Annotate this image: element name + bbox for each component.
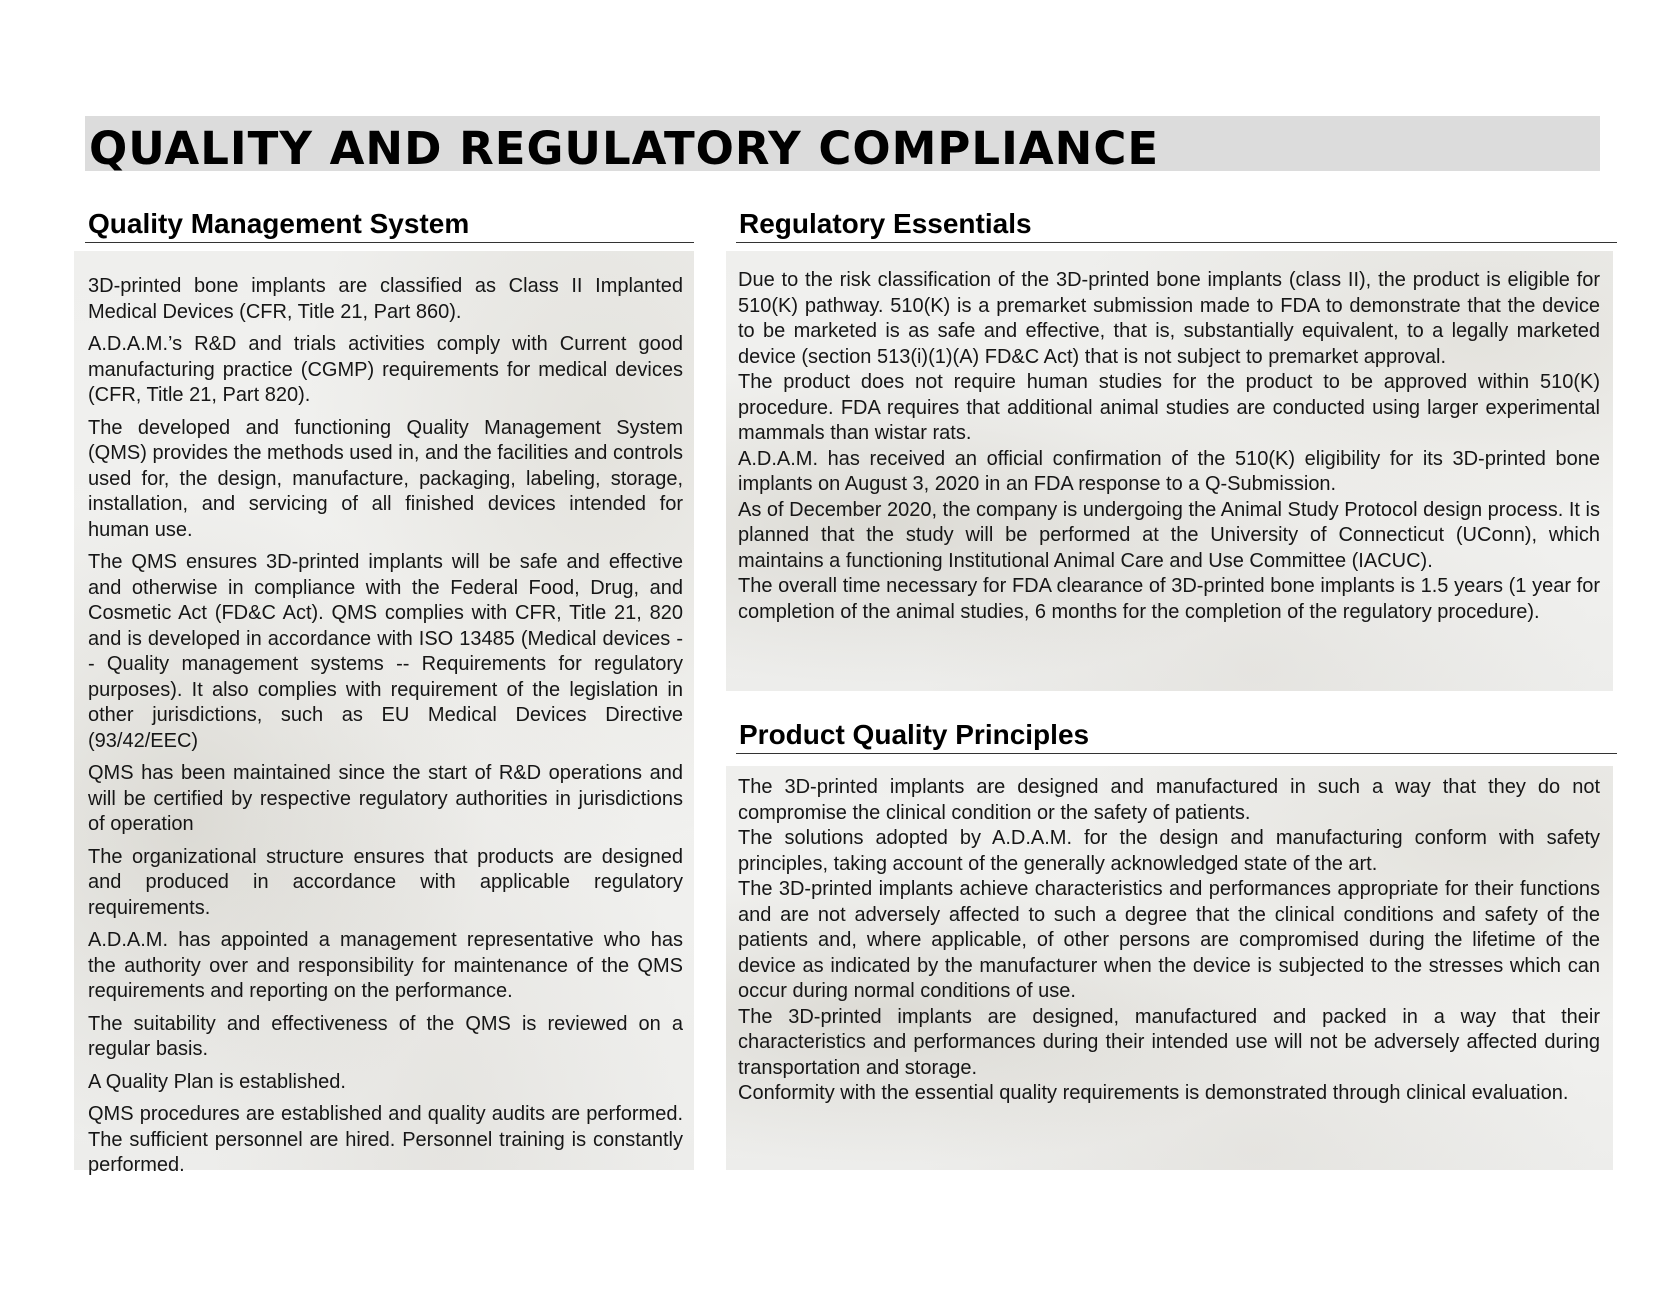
qms-paragraph: QMS has been maintained since the start of R&D operations and will be certified by respective regulatory authorities in jurisdictions of operation — [88, 762, 683, 835]
qms-panel — [74, 251, 694, 1176]
qms-paragraph: A Quality Plan is established. — [88, 1070, 346, 1093]
product-quality-paragraph: The 3D-printed implants are designed, manufactured and packed in a way that their characteristics and performances during their intended use will not be adversely affected during transportation and storage. — [738, 1005, 1600, 1079]
product-quality-heading: Product Quality Principles — [736, 719, 1617, 754]
qms-paragraph: A.D.A.M. has appointed a management representative who has the authority over and responsibility for maintenance of the QMS requirements and reporting on the performance. — [88, 929, 683, 1002]
product-quality-panel — [726, 766, 1613, 1170]
product-quality-paragraph: The solutions adopted by A.D.A.M. for the design and manufacturing conform with safety principles, taking account of the generally acknowledged state of the art. — [738, 827, 1600, 875]
qms-paragraph: The developed and functioning Quality Management System (QMS) provides the methods used in, and the facilities and controls used for, the design, manufacture, packaging, labeling, storage, installation, and servicing of all finished devices intended for human use. — [88, 416, 683, 541]
product-quality-paragraph: The 3D-printed implants achieve characteristics and performances appropriate for their functions and are not adversely affected to such a degree that the clinical conditions and safety of the patients and, where applicable, of other persons are compromised during the lifetime of the device as indicated by the manufacturer when the device is subjected to the stresses which can occur during normal conditions of use. — [738, 878, 1600, 1002]
title-banner — [85, 116, 1600, 175]
qms-paragraph: QMS procedures are established and quality audits are performed. The sufficient personnel are hired. Personnel training is constantly performed. — [88, 1103, 683, 1176]
qms-paragraph: A.D.A.M.’s R&D and trials activities comply with Current good manufacturing practice (CGMP) requirements for medical devices (CFR, Title 21, Part 820). — [88, 333, 683, 406]
qms-paragraph: The QMS ensures 3D-printed implants will be safe and effective and otherwise in compliance with the Federal Food, Drug, and Cosmetic Act (FD&C Act). QMS complies with CFR, Title 21, 820 and is developed in accordance with ISO 13485 (Medical devices -- Quality management systems -- Requirements for regulatory purposes). It also complies with requirement of the legislation in other jurisdictions, such as EU Medical Devices Directive (93/42/EEC) — [88, 551, 683, 752]
regulatory-paragraph: Due to the risk classification of the 3D-printed bone implants (class II), the product is eligible for 510(K) pathway. 510(K) is a premarket submission made to FDA to demonstrate that the device to be marketed is as safe and effective, that is, substantially equivalent, to a legally marketed device (section 513(i)(1)(A) FD&C Act) that is not subject to premarket approval. — [738, 269, 1600, 368]
qms-paragraph: 3D-printed bone implants are classified as Class II Implanted Medical Devices (CFR, Title 21, Part 860). — [88, 275, 683, 323]
regulatory-paragraph: A.D.A.M. has received an official confirmation of the 510(K) eligibility for its 3D-printed bone implants on August 3, 2020 in an FDA response to a Q-Submission. — [738, 447, 1600, 495]
regulatory-paragraph: The product does not require human studies for the product to be approved within 510(K) procedure. FDA requires that additional animal studies are conducted using larger experimental mammals than wistar rats. — [738, 371, 1600, 444]
regulatory-heading: Regulatory Essentials — [736, 208, 1617, 243]
product-quality-paragraph: The 3D-printed implants are designed and manufactured in such a way that they do not compromise the clinical condition or the safety of patients. — [738, 776, 1600, 824]
qms-heading: Quality Management System — [85, 208, 694, 243]
regulatory-paragraph: The overall time necessary for FDA clearance of 3D-printed bone implants is 1.5 years (1 year for completion of the animal studies, 6 months for the completion of the regulatory procedure). — [738, 575, 1600, 623]
regulatory-paragraph: As of December 2020, the company is undergoing the Animal Study Protocol design process. It is planned that the study will be performed at the University of Connecticut (UConn), which maintains a functioning Institutional Animal Care and Use Committee (IACUC). — [738, 498, 1600, 572]
page-title: QUALITY AND REGULATORY COMPLIANCE — [89, 122, 1160, 175]
product-quality-paragraph: Conformity with the essential quality requirements is demonstrated through clinical evaluation. — [738, 1082, 1569, 1104]
regulatory-panel — [726, 251, 1613, 691]
qms-paragraph: The organizational structure ensures that products are designed and produced in accordance with applicable regulatory requirements. — [88, 845, 683, 919]
qms-paragraph: The suitability and effectiveness of the QMS is reviewed on a regular basis. — [88, 1012, 683, 1060]
